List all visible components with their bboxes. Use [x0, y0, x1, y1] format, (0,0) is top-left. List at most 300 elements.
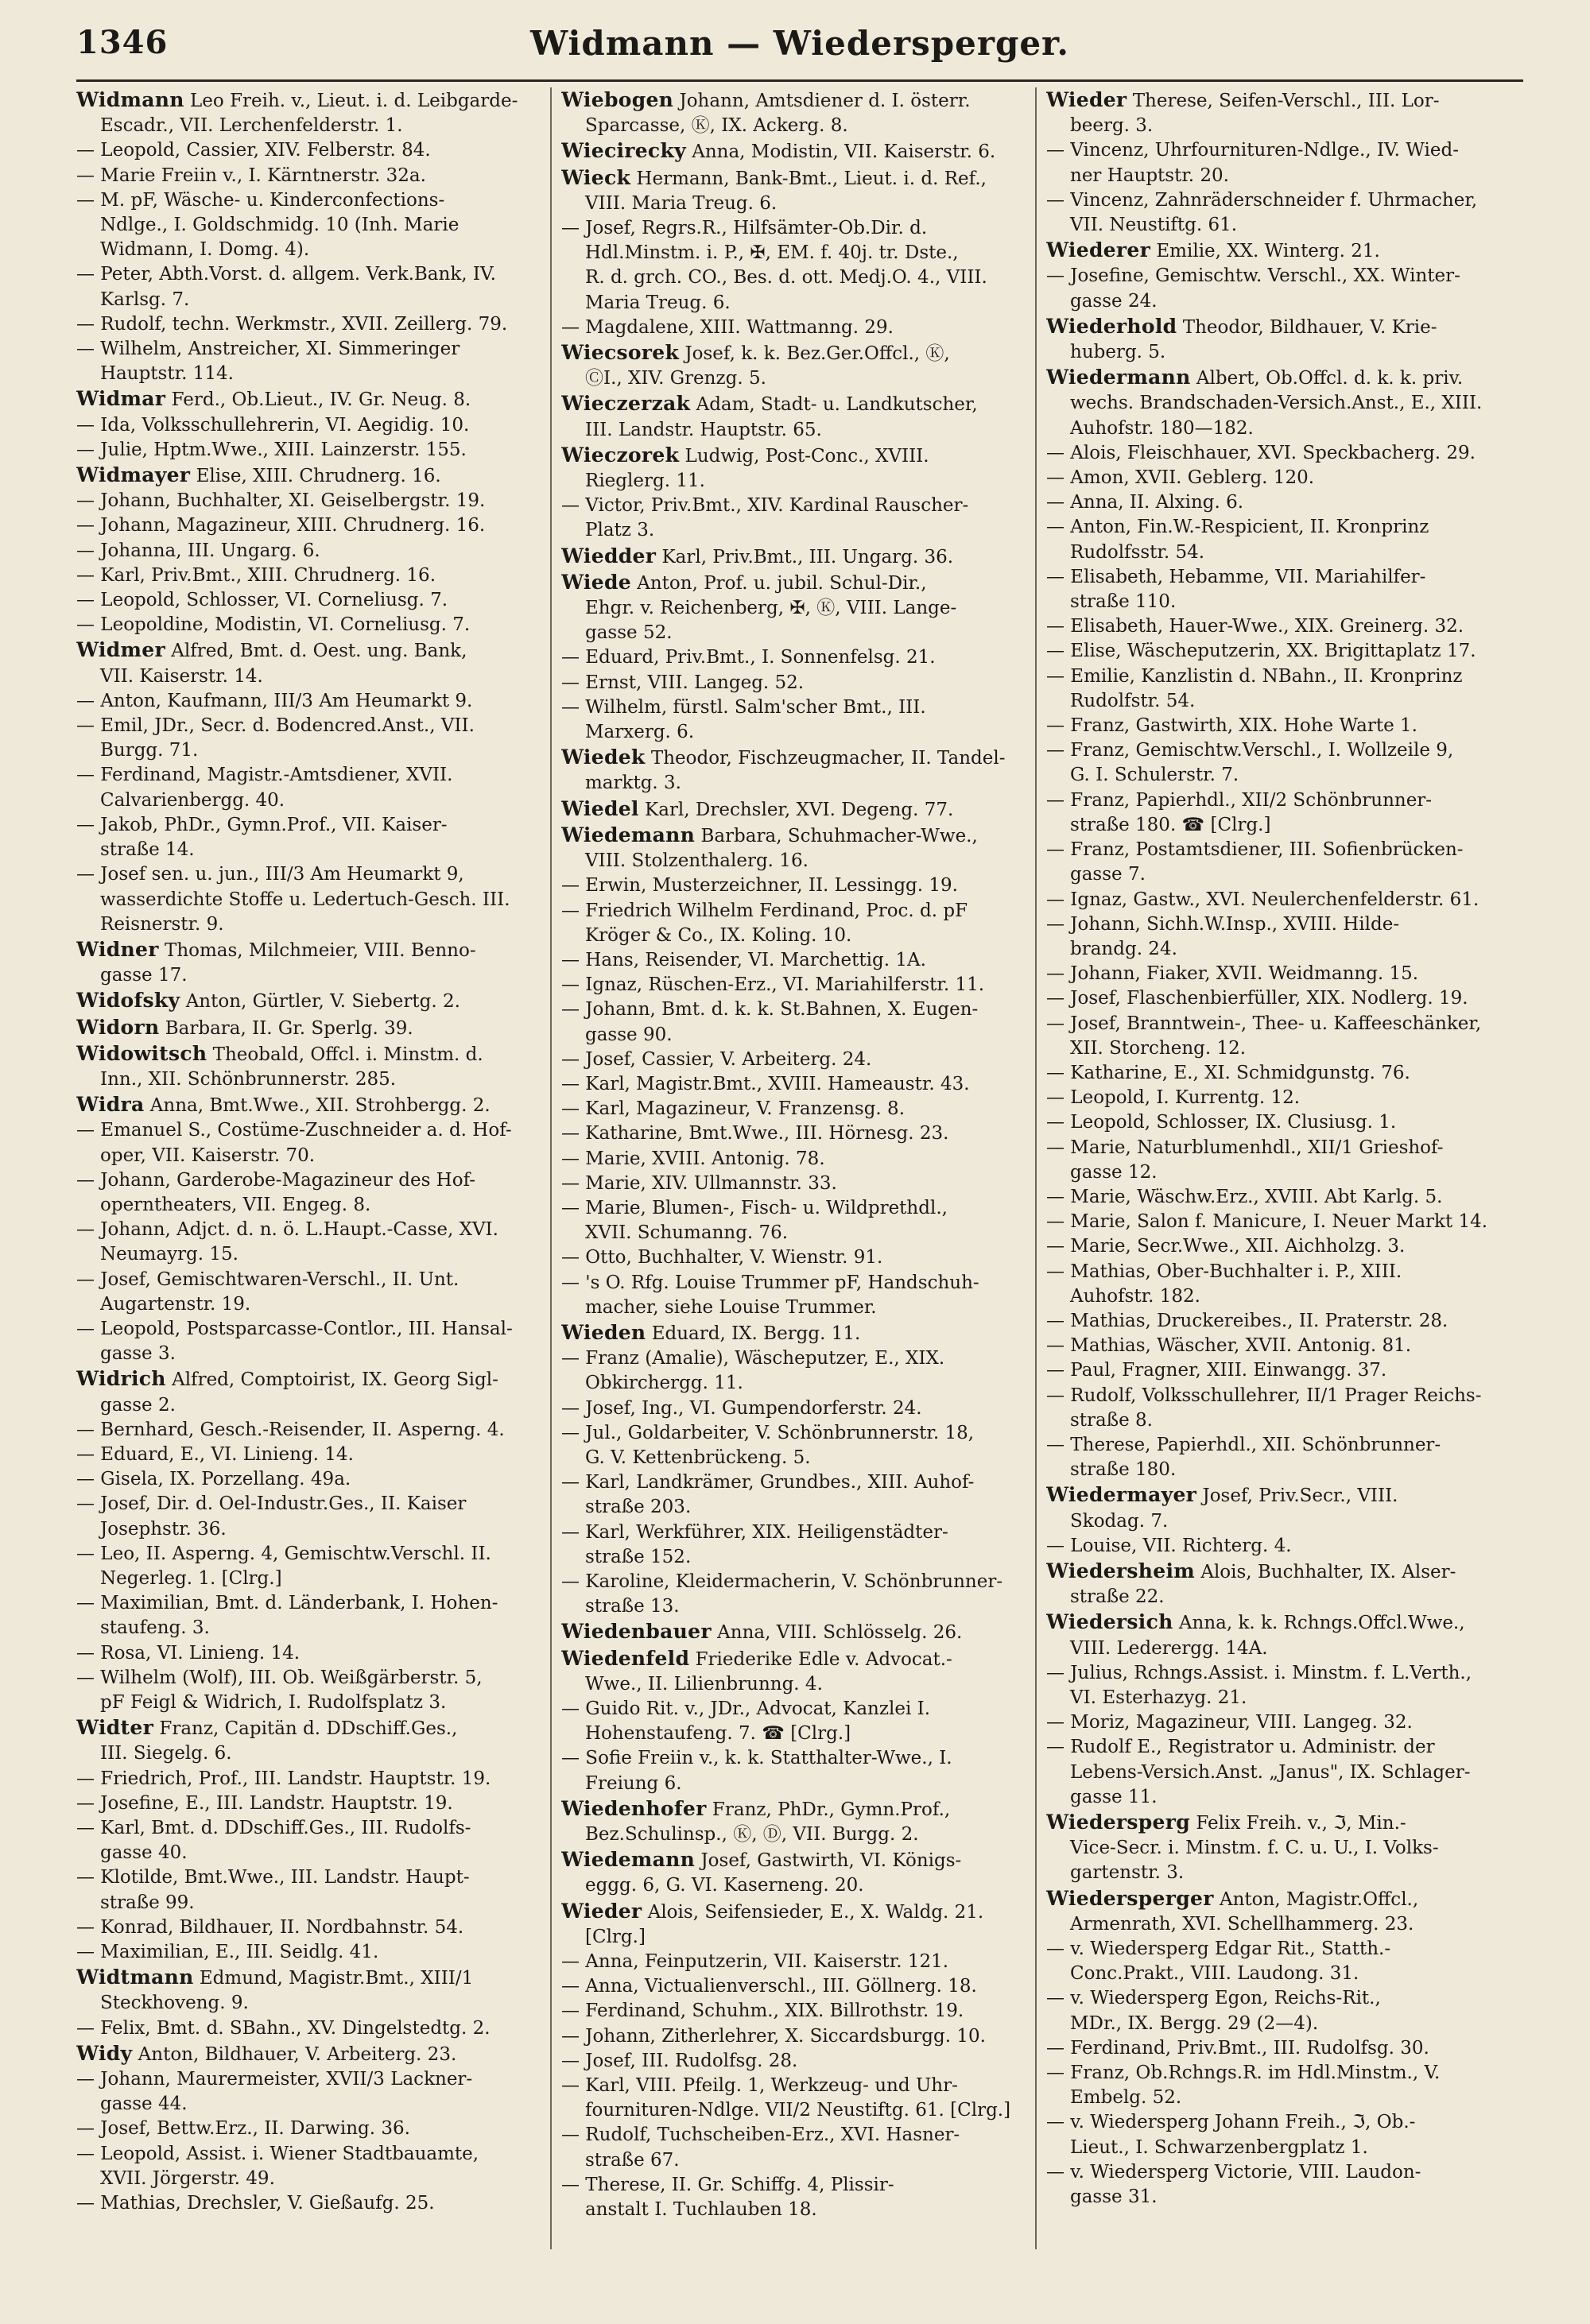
directory-entry: [1046, 264, 1507, 289]
directory-entry: [561, 1697, 1022, 1722]
entry-text: straße 8.: [1070, 1409, 1153, 1431]
entry-continuation: [1046, 289, 1507, 314]
entry-text: — Rudolf, Volksschullehrer, II/1 Prager Reichs-: [1046, 1385, 1482, 1406]
entry-text: Conc.Prakt., VIII. Laudong. 31.: [1070, 1963, 1359, 1985]
directory-entry: [561, 1796, 1022, 1822]
entry-continuation: [76, 1891, 537, 1915]
entry-text: Albert, Ob.Offcl. d. k. k. priv.: [1196, 368, 1464, 389]
entry-text: — Franz, Gastwirth, XIX. Hohe Warte 1.: [1046, 715, 1417, 737]
entry-text: Franz, PhDr., Gymn.Prof.,: [712, 1799, 951, 1820]
entry-text: beerg. 3.: [1070, 115, 1154, 137]
directory-entry: [76, 489, 537, 513]
entry-text: Rudolfsstr. 54.: [1070, 541, 1205, 563]
entry-text: — Johann, Buchhalter, XI. Geiselbergstr. 19.: [76, 490, 486, 512]
directory-entry: [561, 1646, 1022, 1672]
entry-continuation: [561, 596, 1022, 621]
entry-text: — Mathias, Drechsler, V. Gießaufg. 25.: [76, 2193, 435, 2214]
directory-entry: [561, 1245, 1022, 1270]
directory-entry: [76, 637, 537, 664]
directory-entry: [1046, 1234, 1507, 1259]
directory-entry: [1046, 1661, 1507, 1686]
directory-entry: [76, 513, 537, 538]
entry-text: — Therese, II. Gr. Schiffg. 4, Plissir-: [561, 2174, 894, 2195]
entry-text: — Leopold, Schlosser, VI. Corneliusg. 7.: [76, 590, 448, 611]
directory-entry: [1046, 490, 1507, 515]
entry-text: Calvarienbergg. 40.: [100, 789, 285, 811]
directory-entry: [1046, 1986, 1507, 2011]
entry-text: gasse 44.: [100, 2094, 188, 2115]
entry-text: — Emilie, Kanzlistin d. NBahn., II. Kronprinz: [1046, 665, 1463, 687]
entry-text: Ferd., Ob.Lieut., IV. Gr. Neug. 8.: [171, 389, 471, 411]
entry-continuation: [76, 1342, 537, 1366]
surname: Wiedermayer: [1046, 1483, 1197, 1507]
entry-text: — Klotilde, Bmt.Wwe., III. Landstr. Haupt-: [76, 1867, 470, 1888]
entry-continuation: [1046, 1408, 1507, 1433]
surname: Widy: [76, 2041, 133, 2065]
directory-entry: [561, 443, 1022, 469]
running-head: Widmann — Wiedersperger.: [530, 24, 1069, 63]
entry-continuation: [76, 912, 537, 937]
directory-entry: [1046, 138, 1507, 163]
entry-continuation: [76, 1292, 537, 1317]
entry-text: — Otto, Buchhalter, V. Wienstr. 91.: [561, 1247, 883, 1269]
entry-continuation: [561, 1672, 1022, 1697]
entry-continuation: [1046, 1785, 1507, 1810]
entry-text: Josef, k. k. Bez.Ger.Offcl., Ⓚ,: [684, 343, 950, 365]
surname: Widmann: [76, 88, 184, 111]
directory-entry: [76, 588, 537, 613]
entry-text: XVII. Jörgerstr. 49.: [100, 2167, 275, 2189]
entry-text: — Victor, Priv.Bmt., XIV. Kardinal Rauscher-: [561, 495, 969, 517]
entry-text: — Leopold, Postsparcasse-Contlor., III. Hansal-: [76, 1318, 513, 1339]
entry-continuation: [1046, 1686, 1507, 1710]
directory-entry: [76, 2117, 537, 2141]
entry-text: — 's O. Rfg. Louise Trummer pF, Handschuh-: [561, 1272, 979, 1293]
directory-entry: [1046, 87, 1507, 114]
directory-entry: [76, 312, 537, 337]
entry-continuation: [561, 1545, 1022, 1570]
entry-continuation: [561, 2148, 1022, 2173]
directory-entry: [1046, 838, 1507, 862]
surname: Wiecsorek: [561, 341, 680, 365]
directory-entry: [76, 1767, 537, 1791]
page-number: 1346: [76, 24, 169, 61]
entry-text: Theodor, Fischzeugmacher, II. Tandel-: [650, 748, 1006, 769]
directory-entry: [1046, 515, 1507, 540]
surname: Wiedenbauer: [561, 1620, 712, 1644]
directory-entry: [561, 645, 1022, 670]
entry-text: VII. Kaiserstr. 14.: [100, 665, 263, 687]
entry-continuation: [76, 1741, 537, 1766]
directory-entry: [561, 544, 1022, 570]
entry-text: G. I. Schulerstr. 7.: [1070, 765, 1239, 786]
surname: Wiede: [561, 570, 631, 594]
entry-text: Burgg. 71.: [100, 740, 199, 761]
entry-text: — Julius, Rchngs.Assist. i. Minstm. f. L.Verth.,: [1046, 1662, 1472, 1683]
entry-continuation: [561, 192, 1022, 216]
entry-text: — Alois, Fleischhauer, XVI. Speckbacherg. 29.: [1046, 442, 1476, 463]
entry-text: — Josef, Ing., VI. Gumpendorferstr. 24.: [561, 1397, 922, 1419]
entry-text: — Vincenz, Uhrfournituren-Ndlge., IV. Wied-: [1046, 140, 1459, 161]
entry-text: — Guido Rit. v., JDr., Advocat, Kanzlei I.: [561, 1698, 931, 1719]
directory-entry: [561, 1048, 1022, 1072]
entry-text: — Hans, Reisender, VI. Marchettig. 1A.: [561, 949, 926, 970]
entry-text: — Johann, Adjct. d. n. ö. L.Haupt.-Casse, XVI.: [76, 1219, 498, 1241]
directory-entry: [561, 2074, 1022, 2098]
entry-text: gasse 3.: [100, 1343, 176, 1365]
entry-text: Armenrath, XVI. Schellhammerg. 23.: [1070, 1913, 1414, 1935]
entry-text: — Marie, Blumen-, Fisch- u. Wildprethdl.,: [561, 1197, 948, 1218]
entry-text: gasse 7.: [1070, 864, 1146, 885]
directory-entry: [561, 1974, 1022, 1999]
entry-continuation: [1046, 813, 1507, 838]
entry-text: — Erwin, Musterzeichner, II. Lessingg. 19.: [561, 875, 958, 897]
directory-entry: [1046, 1559, 1507, 1585]
entry-text: — Marie, XVIII. Antonig. 78.: [561, 1148, 825, 1169]
entry-text: — Therese, Papierhdl., XII. Schönbrunner-: [1046, 1434, 1441, 1455]
directory-entry: [1046, 1886, 1507, 1912]
surname: Widmayer: [76, 463, 191, 487]
entry-text: Edmund, Magistr.Bmt., XIII/1: [199, 1968, 474, 1989]
entry-text: — Emanuel S., Costüme-Zuschneider a. d. Hof-: [76, 1120, 512, 1141]
directory-entry: [1046, 1210, 1507, 1234]
entry-continuation: [1046, 1636, 1507, 1661]
column-1: [76, 87, 537, 2249]
entry-text: — Franz, Ob.Rchngs.R. im Hdl.Minstm., V.: [1046, 2063, 1441, 2084]
directory-entry: [1046, 714, 1507, 738]
entry-text: Felix Freih. v., ℑ, Min.-: [1196, 1813, 1406, 1834]
directory-entry: [76, 87, 537, 114]
entry-text: III. Landstr. Hauptstr. 65.: [585, 419, 822, 440]
entry-continuation: [561, 1722, 1022, 1746]
entry-text: — Katharine, Bmt.Wwe., III. Hörnesg. 23.: [561, 1123, 949, 1145]
entry-text: — Eduard, Priv.Bmt., I. Sonnenfelsg. 21.: [561, 647, 936, 668]
entry-text: — Josefine, E., III. Landstr. Hauptstr. 19.: [76, 1792, 453, 1814]
directory-entry: [561, 1121, 1022, 1146]
directory-entry: [76, 1542, 537, 1567]
entry-text: Elise, XIII. Chrudnerg. 16.: [196, 466, 441, 487]
entry-text: Franz, Capitän d. DDschiff.Ges.,: [159, 1718, 458, 1740]
directory-entry: [561, 1271, 1022, 1296]
entry-text: — v. Wiedersperg Egon, Reichs-Rit.,: [1046, 1988, 1381, 2009]
directory-entry: [1046, 1482, 1507, 1509]
entry-text: — Vincenz, Zahnräderschneider f. Uhrmacher,: [1046, 189, 1478, 211]
entry-text: XVII. Schumanng. 76.: [585, 1222, 789, 1244]
entry-text: straße 99.: [100, 1892, 195, 1913]
directory-entry: [1046, 565, 1507, 590]
entry-text: gasse 40.: [100, 1842, 188, 1864]
directory-entry: [76, 188, 537, 213]
entry-text: gasse 31.: [1070, 2186, 1158, 2208]
directory-entry: [76, 1467, 537, 1492]
directory-entry: [561, 1847, 1022, 1873]
entry-continuation: [1046, 590, 1507, 614]
directory-entry: [76, 862, 537, 887]
entry-text: — Marie, Naturblumenhdl., XII/1 Grieshof-: [1046, 1137, 1444, 1158]
directory-entry: [1046, 1136, 1507, 1160]
entry-text: — Ignaz, Rüschen-Erz., VI. Mariahilferstr. 11.: [561, 974, 985, 996]
directory-entry: [76, 463, 537, 489]
directory-entry: [1046, 1609, 1507, 1636]
entry-text: [Clrg.]: [585, 1926, 646, 1947]
entry-continuation: [1046, 1509, 1507, 1534]
surname: Widowitsch: [76, 1041, 207, 1065]
entry-text: — v. Wiedersperg Edgar Rit., Statth.-: [1046, 1939, 1391, 1960]
directory-entry: [76, 1641, 537, 1666]
directory-entry: [76, 1168, 537, 1193]
directory-entry: [76, 1915, 537, 1940]
entry-text: Kröger & Co., IX. Koling. 10.: [585, 924, 852, 946]
entry-text: — Ernst, VIII. Langeg. 52.: [561, 672, 805, 693]
entry-text: Augartenstr. 19.: [100, 1293, 251, 1315]
entry-text: — Rudolf, techn. Werkmstr., XVII. Zeillerg. 79.: [76, 313, 508, 335]
entry-text: Sparcasse, Ⓚ, IX. Ackerg. 8.: [585, 115, 848, 137]
entry-text: — Josefine, Gemischtw. Verschl., XX. Winter-: [1046, 265, 1460, 287]
entry-text: VIII. Maria Treug. 6.: [585, 192, 778, 214]
entry-text: — Karl, Landkrämer, Grundbes., XIII. Auhof-: [561, 1472, 975, 1493]
entry-continuation: [76, 738, 537, 763]
surname: Widra: [76, 1093, 145, 1117]
directory-entry: [561, 671, 1022, 695]
entry-text: — Wilhelm, fürstl. Salm'scher Bmt., III.: [561, 696, 926, 718]
entry-text: marktg. 3.: [585, 773, 681, 794]
directory-entry: [76, 262, 537, 287]
entry-text: — Josef, Regrs.R., Hilfsämter-Ob.Dir. d.: [561, 218, 928, 239]
directory-entry: [561, 570, 1022, 596]
directory-entry: [1046, 314, 1507, 340]
entry-text: — Jul., Goldarbeiter, V. Schönbrunnerstr. 18,: [561, 1422, 975, 1443]
entry-continuation: [561, 1446, 1022, 1470]
entry-continuation: [561, 241, 1022, 265]
entry-continuation: [76, 2167, 537, 2191]
entry-continuation: [561, 2098, 1022, 2123]
directory-entry: [1046, 738, 1507, 763]
entry-text: — Anna, II. Alxing. 6.: [1046, 492, 1244, 513]
page-header: [76, 24, 1523, 72]
entry-continuation: [76, 2092, 537, 2117]
surname: Widner: [76, 937, 159, 961]
entry-text: — Leopold, Schlosser, IX. Clusiusg. 1.: [1046, 1112, 1397, 1133]
entry-text: — v. Wiedersperg Victorie, VIII. Laudon-: [1046, 2161, 1421, 2183]
entry-text: VIII. Lederergg. 14A.: [1070, 1637, 1268, 1659]
entry-continuation: [1046, 1760, 1507, 1785]
directory-entry: [76, 438, 537, 463]
surname: Wiedersperg: [1046, 1811, 1191, 1834]
directory-entry: [76, 1591, 537, 1616]
entry-text: gasse 17.: [100, 965, 188, 986]
directory-entry: [76, 337, 537, 362]
directory-entry: [561, 138, 1022, 165]
directory-entry: [76, 1092, 537, 1118]
directory-entry: [76, 2191, 537, 2216]
directory-entry: [76, 1940, 537, 1965]
directory-entry: [1046, 1358, 1507, 1383]
directory-entry: [76, 1366, 537, 1392]
surname: Wieden: [561, 1320, 646, 1344]
directory-entry: [561, 2049, 1022, 2074]
entry-text: straße 180.: [1070, 1459, 1177, 1481]
directory-entry: [561, 997, 1022, 1022]
surname: Wieder: [1046, 88, 1127, 111]
entry-continuation: [561, 265, 1022, 290]
entry-continuation: [76, 1616, 537, 1640]
entry-text: — Elisabeth, Hebamme, VII. Mariahilfer-: [1046, 566, 1426, 587]
entry-text: Escadr., VII. Lerchenfelderstr. 1.: [100, 115, 403, 137]
entry-text: — Johann, Zitherlehrer, X. Siccardsburgg. 10.: [561, 2025, 986, 2047]
entry-continuation: [1046, 2086, 1507, 2110]
entry-text: Wwe., II. Lilienbrunng. 4.: [585, 1673, 823, 1695]
entry-text: Therese, Seifen-Verschl., III. Lor-: [1132, 91, 1440, 111]
entry-text: — Johann, Maurermeister, XVII/3 Lackner-: [76, 2069, 473, 2090]
entry-text: III. Siegelg. 6.: [100, 1743, 232, 1764]
directory-entry: [561, 316, 1022, 340]
entry-continuation: [1046, 340, 1507, 365]
directory-entry: [76, 1118, 537, 1143]
entry-text: — Ferdinand, Priv.Bmt., III. Rudolfsg. 30.: [1046, 2037, 1429, 2059]
entry-continuation: [561, 720, 1022, 745]
entry-continuation: [1046, 937, 1507, 962]
entry-text: Ndlge., I. Goldschmidg. 10 (Inh. Marie: [100, 215, 460, 236]
entry-continuation: [561, 291, 1022, 316]
directory-entry: [561, 796, 1022, 823]
surname: Wiedenfeld: [561, 1646, 690, 1670]
entry-continuation: [1046, 862, 1507, 887]
entry-text: — Franz (Amalie), Wäscheputzer, E., XIX.: [561, 1348, 945, 1369]
directory-entry: [561, 1520, 1022, 1545]
directory-entry: [76, 564, 537, 588]
entry-text: Ehgr. v. Reichenberg, ✠, Ⓚ, VIII. Lange-: [585, 598, 957, 619]
entry-text: fournituren-Ndlge. VII/2 Neustiftg. 61. [Clrg.]: [585, 2100, 1011, 2121]
entry-text: gasse 12.: [1070, 1161, 1158, 1183]
entry-text: — Josef, Gemischtwaren-Verschl., II. Unt.: [76, 1269, 460, 1290]
directory-entry: [1046, 1110, 1507, 1135]
entry-text: operntheaters, VII. Engeg. 8.: [100, 1194, 371, 1215]
entry-continuation: [76, 213, 537, 238]
entry-text: — Johann, Bmt. d. k. k. St.Bahnen, X. Eugen-: [561, 999, 979, 1021]
directory-entry: [1046, 1384, 1507, 1408]
directory-entry: [1046, 188, 1507, 213]
entry-text: — Franz, Gemischtw.Verschl., I. Wollzeile 9,: [1046, 740, 1454, 761]
directory-entry: [1046, 614, 1507, 639]
entry-text: — Franz, Papierhdl., XII/2 Schönbrunner-: [1046, 789, 1433, 811]
directory-entry: [561, 823, 1022, 849]
directory-entry: [1046, 1735, 1507, 1760]
column-divider: [1035, 87, 1037, 2249]
entry-continuation: [561, 1296, 1022, 1320]
entry-text: — Sofie Freiin v., k. k. Statthalter-Wwe., I.: [561, 1748, 952, 1769]
directory-entry: [76, 1443, 537, 1467]
directory-entry: [561, 494, 1022, 518]
directory-entry: [76, 1015, 537, 1041]
directory-entry: [76, 1791, 537, 1816]
entry-text: Anton, Prof. u. jubil. Schul-Dir.,: [637, 572, 927, 594]
entry-text: Alfred, Comptoirist, IX. Georg Sigl-: [172, 1369, 498, 1391]
entry-continuation: [76, 1567, 537, 1591]
directory-entry: [76, 539, 537, 564]
entry-text: Anna, k. k. Rchngs.Offcl.Wwe.,: [1178, 1613, 1465, 1634]
entry-continuation: [76, 664, 537, 689]
entry-text: R. d. grch. CO., Bes. d. ott. Medj.O. 4., VIII.: [585, 267, 987, 289]
entry-text: Friederike Edle v. Advocat.-: [695, 1648, 952, 1670]
surname: Wiedek: [561, 746, 646, 769]
entry-text: — Karl, Priv.Bmt., XIII. Chrudnerg. 16.: [76, 564, 436, 586]
entry-text: — v. Wiedersperg Johann Freih., ℑ, Ob.-: [1046, 2112, 1416, 2133]
entry-text: XII. Storcheng. 12.: [1070, 1037, 1247, 1059]
directory-entry: [561, 1746, 1022, 1771]
directory-entry: [1046, 1433, 1507, 1458]
directory-entry: [561, 1172, 1022, 1196]
entry-text: eggg. 6, G. VI. Kaserneng. 20.: [585, 1875, 864, 1896]
directory-entry: [1046, 888, 1507, 912]
entry-text: — Karl, Werkführer, XIX. Heiligenstädter-: [561, 1521, 948, 1543]
entry-text: — M. pF, Wäsche- u. Kinderconfections-: [76, 189, 445, 211]
directory-entry: [76, 1268, 537, 1292]
entry-text: Reisnerstr. 9.: [100, 913, 224, 935]
entry-text: gartenstr. 3.: [1070, 1862, 1185, 1884]
entry-text: Neumayrg. 15.: [100, 1244, 238, 1265]
entry-text: Anton, Bildhauer, V. Arbeiterg. 23.: [138, 2043, 457, 2065]
entry-text: — Josef, Dir. d. Oel-Industr.Ges., II. Kaiser: [76, 1493, 467, 1515]
entry-text: — Katharine, E., XI. Schmidgunstg. 76.: [1046, 1062, 1410, 1083]
entry-text: VIII. Stolzenthalerg. 16.: [585, 850, 809, 872]
entry-continuation: [561, 1925, 1022, 1950]
entry-text: Platz 3.: [585, 520, 655, 541]
entry-text: — Rudolf, Tuchscheiben-Erz., XVI. Hasner-: [561, 2125, 960, 2146]
entry-continuation: [76, 1991, 537, 2016]
directory-entry: [561, 165, 1022, 192]
entry-continuation: [561, 518, 1022, 543]
entry-text: Hermann, Bank-Bmt., Lieut. i. d. Ref.,: [636, 168, 987, 189]
directory-entry: [76, 1965, 537, 1991]
entry-text: Anna, VIII. Schlösselg. 26.: [717, 1622, 963, 1644]
entry-continuation: [1046, 416, 1507, 441]
entry-text: — Josef, Bettw.Erz., II. Darwing. 36.: [76, 2118, 410, 2140]
entry-text: — Marie, Secr.Wwe., XII. Aichholzg. 3.: [1046, 1236, 1406, 1257]
surname: Wiebogen: [561, 88, 674, 111]
entry-text: — Anton, Fin.W.-Respicient, II. Kronprinz: [1046, 517, 1429, 538]
entry-text: anstalt I. Tuchlauben 18.: [585, 2199, 817, 2221]
directory-entry: [76, 689, 537, 714]
entry-continuation: [1046, 1458, 1507, 1482]
entry-text: pF Feigl & Widrich, I. Rudolfsplatz 3.: [100, 1692, 447, 1713]
entry-text: macher, siehe Louise Trummer.: [585, 1296, 877, 1318]
entry-text: Auhofstr. 182.: [1070, 1285, 1200, 1307]
entry-continuation: [1046, 2185, 1507, 2210]
entry-text: Skodag. 7.: [1070, 1510, 1169, 1532]
directory-entry: [561, 2123, 1022, 2148]
directory-entry: [76, 386, 537, 413]
entry-text: Rieglerg. 11.: [585, 471, 705, 492]
surname: Widmer: [76, 638, 165, 662]
entry-continuation: [76, 1067, 537, 1092]
entry-text: — Ferdinand, Schuhm., XIX. Billrothstr. 19.: [561, 2001, 964, 2022]
entry-text: — Elisabeth, Hauer-Wwe., XIX. Greinerg. 32.: [1046, 616, 1464, 637]
directory-entry: [76, 1041, 537, 1067]
entry-text: Steckhoveng. 9.: [100, 1993, 249, 2014]
entry-continuation: [1046, 213, 1507, 238]
entry-text: Freiung 6.: [585, 1772, 682, 1794]
entry-text: — Karl, Magazineur, V. Franzensg. 8.: [561, 1098, 906, 1120]
entry-continuation: [1046, 1861, 1507, 1885]
entry-text: Karl, Priv.Bmt., III. Ungarg. 36.: [661, 546, 954, 567]
surname: Wiedersich: [1046, 1610, 1173, 1634]
entry-continuation: [561, 418, 1022, 443]
entry-text: staufeng. 3.: [100, 1617, 210, 1639]
directory-entry: [1046, 238, 1507, 264]
directory-entry: [561, 1421, 1022, 1446]
entry-text: Thomas, Milchmeier, VIII. Benno-: [164, 939, 476, 961]
directory-entry: [76, 2041, 537, 2067]
